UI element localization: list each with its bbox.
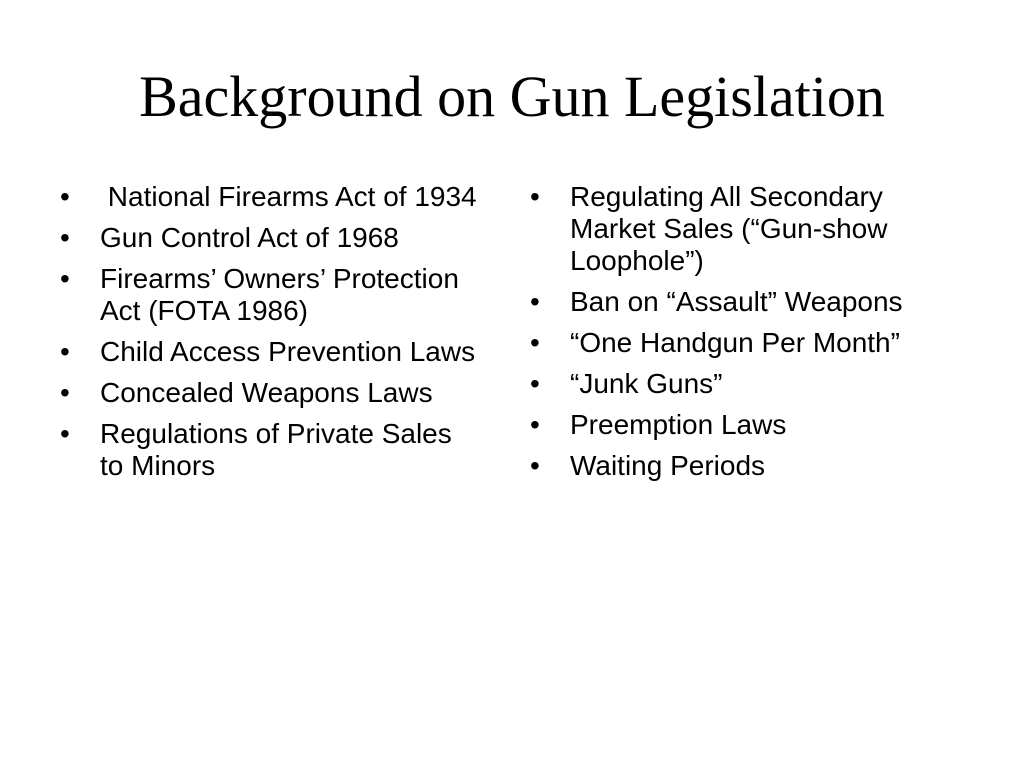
list-item <box>60 181 480 213</box>
list-item <box>60 222 480 254</box>
bullet-icon: • <box>530 286 540 317</box>
bullet-icon: • <box>60 222 70 253</box>
list-item-text: “One Handgun Per Month” <box>570 327 900 358</box>
list-item <box>530 181 970 277</box>
list-item-text: National Firearms Act of 1934 <box>100 181 477 212</box>
slide-title: Background on Gun Legislation <box>139 64 885 129</box>
list-item-text: Waiting Periods <box>570 450 766 481</box>
list-item <box>60 336 480 368</box>
bullet-icon: • <box>530 409 540 440</box>
list-item <box>530 450 970 482</box>
right-bullet-list <box>530 181 970 491</box>
bullet-icon: • <box>60 181 70 212</box>
bullet-icon: • <box>530 368 540 399</box>
list-item-text: Regulations of Private Sales to Minors <box>100 418 452 481</box>
bullet-icon: • <box>60 377 70 408</box>
list-item-text: Child Access Prevention Laws <box>100 336 476 367</box>
bullet-icon: • <box>530 450 540 481</box>
list-item-text: “Junk Guns” <box>570 368 723 399</box>
list-item-text: Preemption Laws <box>570 409 787 440</box>
list-item-text: Regulating All Secondary Market Sales (“Gun-show Loophole”) <box>570 181 888 276</box>
bullet-icon: • <box>530 327 540 358</box>
list-item-text: Gun Control Act of 1968 <box>100 222 399 253</box>
list-item-text: Ban on “Assault” Weapons <box>570 286 903 317</box>
list-item <box>530 286 970 318</box>
list-item-text: Firearms’ Owners’ Protection Act (FOTA 1986) <box>100 263 459 326</box>
bullet-icon: • <box>60 263 70 294</box>
list-item <box>60 377 480 409</box>
list-item <box>530 327 970 359</box>
list-item <box>530 409 970 441</box>
bullet-icon: • <box>60 336 70 367</box>
list-item <box>60 418 480 482</box>
left-bullet-list <box>60 181 480 491</box>
list-item <box>530 368 970 400</box>
list-item-text: Concealed Weapons Laws <box>100 377 433 408</box>
bullet-icon: • <box>60 418 70 449</box>
list-item <box>60 263 480 327</box>
bullet-icon: • <box>530 181 540 212</box>
